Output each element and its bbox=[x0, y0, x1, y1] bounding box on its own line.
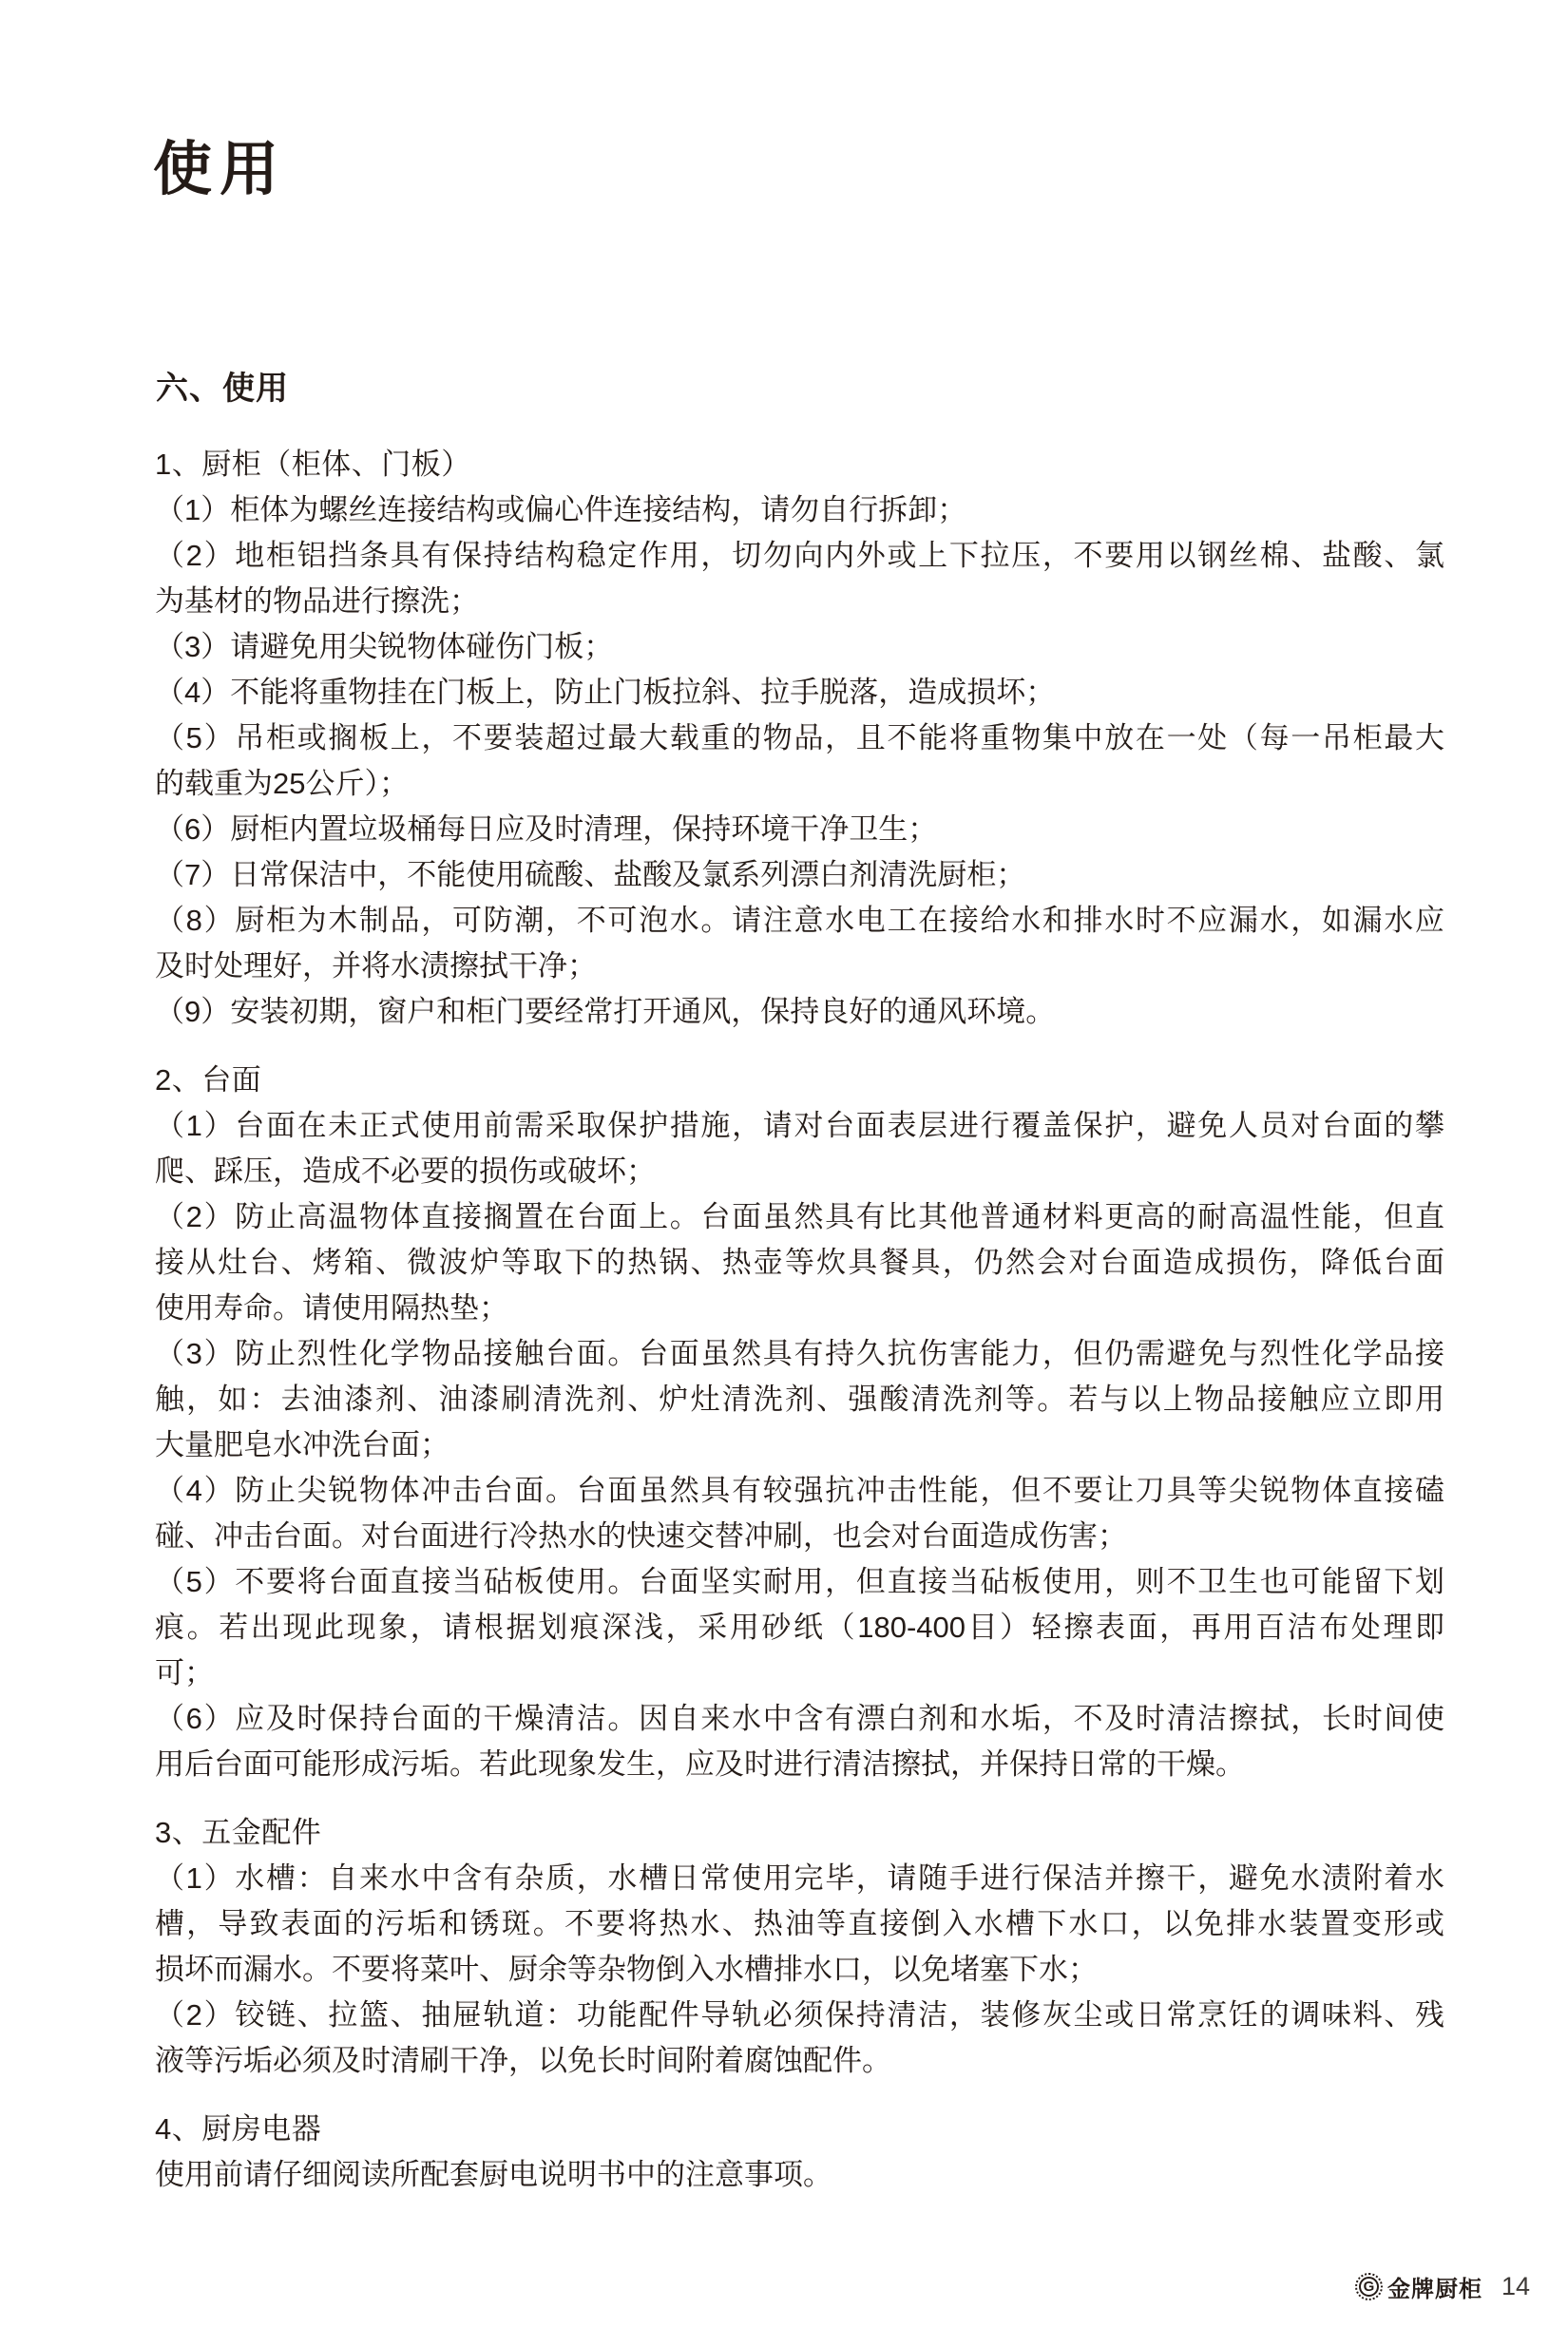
text-line: 大量肥皂水冲洗台面； bbox=[155, 1428, 449, 1461]
text-line: （5）不要将台面直接当砧板使用。台面坚实耐用，但直接当砧板使用，则不卫生也可能留下划 bbox=[155, 1565, 1444, 1598]
text-line: 的载重为25公斤）； bbox=[155, 767, 409, 800]
page-footer bbox=[1355, 2270, 1530, 2303]
text-line: 损坏而漏水。不要将菜叶、厨余等杂物倒入水槽排水口，以免堵塞下水； bbox=[155, 1953, 1098, 1986]
text-line: 爬、踩压，造成不必要的损伤或破坏； bbox=[155, 1154, 656, 1188]
text-line: （3）请避免用尖锐物体碰伤门板； bbox=[155, 630, 614, 663]
subsection-heading: 3、五金配件 bbox=[155, 1816, 322, 1849]
text-line: （5）吊柜或搁板上，不要装超过最大载重的物品，且不能将重物集中放在一处（每一吊柜最大 bbox=[155, 721, 1444, 754]
page-title: 使用 bbox=[153, 137, 287, 202]
text-line: 使用前请仔细阅读所配套厨电说明书中的注意事项。 bbox=[155, 2158, 832, 2191]
subsection-heading: 1、厨柜（柜体、门板） bbox=[155, 448, 471, 481]
text-line: （6）应及时保持台面的干燥清洁。因自来水中含有漂白剂和水垢，不及时清洁擦拭，长时间使 bbox=[155, 1702, 1444, 1735]
text-line: （1）柜体为螺丝连接结构或偏心件连接结构，请勿自行拆卸； bbox=[155, 493, 967, 526]
brand-logo-icon bbox=[1355, 2273, 1383, 2300]
text-line: （1）台面在未正式使用前需采取保护措施，请对台面表层进行覆盖保护，避免人员对台面的攀 bbox=[155, 1109, 1444, 1142]
text-line: （7）日常保洁中，不能使用硫酸、盐酸及氯系列漂白剂清洗厨柜； bbox=[155, 858, 1026, 891]
section-heading: 六、使用 bbox=[156, 371, 289, 407]
subsection-heading: 2、台面 bbox=[155, 1063, 262, 1097]
text-line: （9）安装初期，窗户和柜门要经常打开通风，保持良好的通风环境。 bbox=[155, 995, 1056, 1028]
text-line: 为基材的物品进行擦洗； bbox=[155, 584, 479, 618]
text-line: 触，如：去油漆剂、油漆刷清洗剂、炉灶清洗剂、强酸清洗剂等。若与以上物品接触应立即用 bbox=[155, 1383, 1444, 1416]
document-body bbox=[155, 442, 1444, 2198]
text-line: （2）地柜铝挡条具有保持结构稳定作用，切勿向内外或上下拉压，不要用以钢丝棉、盐酸、氯 bbox=[155, 539, 1444, 572]
text-line: （6）厨柜内置垃圾桶每日应及时清理，保持环境干净卫生； bbox=[155, 812, 938, 846]
text-line: 可； bbox=[155, 1656, 214, 1689]
brand-name: 金牌厨柜 bbox=[1386, 2277, 1482, 2302]
text-line: （2）铰链、拉篮、抽屉轨道：功能配件导轨必须保持清洁，装修灰尘或日常烹饪的调味料、残 bbox=[155, 1998, 1444, 2032]
text-line: （8）厨柜为木制品，可防潮，不可泡水。请注意水电工在接给水和排水时不应漏水，如漏水应 bbox=[155, 904, 1444, 937]
text-line: （2）防止高温物体直接搁置在台面上。台面虽然具有比其他普通材料更高的耐高温性能，但直 bbox=[155, 1200, 1444, 1233]
text-line: 及时处理好，并将水渍擦拭干净； bbox=[155, 949, 597, 983]
text-line: 用后台面可能形成污垢。若此现象发生，应及时进行清洁擦拭，并保持日常的干燥。 bbox=[155, 1747, 1245, 1781]
text-line: （3）防止烈性化学物品接触台面。台面虽然具有持久抗伤害能力，但仍需避免与烈性化学品接 bbox=[155, 1337, 1444, 1370]
brand-logo-letter: G bbox=[1359, 2277, 1379, 2297]
text-line: 槽，导致表面的污垢和锈斑。不要将热水、热油等直接倒入水槽下水口，以免排水装置变形或 bbox=[155, 1907, 1444, 1940]
text-line: （4）防止尖锐物体冲击台面。台面虽然具有较强抗冲击性能，但不要让刀具等尖锐物体直接磕 bbox=[155, 1474, 1444, 1507]
text-line: 痕。若出现此现象，请根据划痕深浅，采用砂纸（180-400目）轻擦表面，再用百洁布处理即 bbox=[155, 1611, 1444, 1644]
subsection-heading: 4、厨房电器 bbox=[155, 2112, 322, 2146]
text-line: 接从灶台、烤箱、微波炉等取下的热锅、热壶等炊具餐具，仍然会对台面造成损伤，降低台面 bbox=[155, 1246, 1444, 1279]
text-line: 使用寿命。请使用隔热垫； bbox=[155, 1291, 508, 1325]
page-number: 14 bbox=[1501, 2272, 1530, 2300]
text-line: 液等污垢必须及时清刷干净，以免长时间附着腐蚀配件。 bbox=[155, 2044, 891, 2077]
text-line: （1）水槽：自来水中含有杂质，水槽日常使用完毕，请随手进行保洁并擦干，避免水渍附着水 bbox=[155, 1861, 1444, 1895]
text-line: （4）不能将重物挂在门板上，防止门板拉斜、拉手脱落，造成损坏； bbox=[155, 676, 1056, 709]
text-line: 碰、冲击台面。对台面进行冷热水的快速交替冲刷，也会对台面造成伤害； bbox=[155, 1519, 1127, 1553]
